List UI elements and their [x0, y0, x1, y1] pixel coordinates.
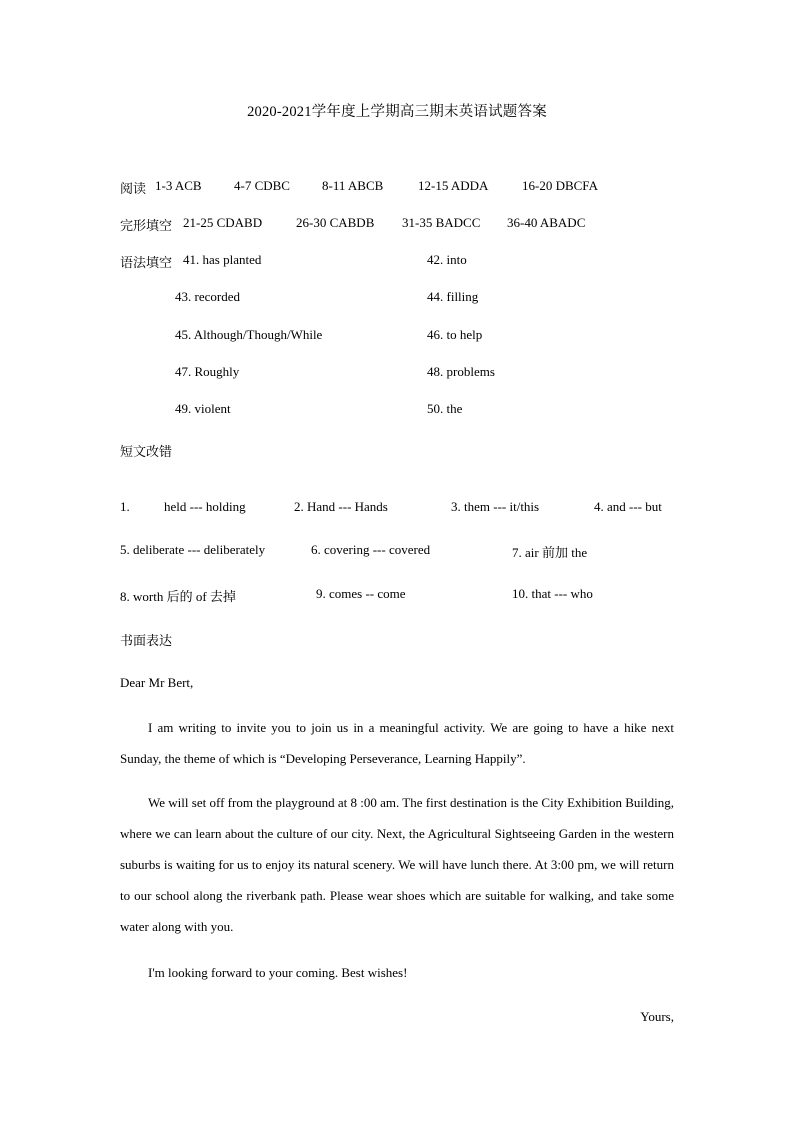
correction-item: 9. comes -- come: [316, 586, 406, 601]
letter-closing: Yours,: [640, 1009, 674, 1024]
correction-item: 8. worth 后的 of 去掉: [120, 589, 236, 604]
grammar-answer: 42. into: [427, 252, 467, 267]
grammar-answer: 44. filling: [427, 289, 479, 304]
reading-answer: 4-7 CDBC: [234, 178, 290, 193]
grammar-answer: 49. violent: [175, 401, 231, 416]
reading-label: 阅读: [120, 181, 147, 196]
reading-answer: 12-15 ADDA: [418, 178, 489, 193]
cloze-label: 完形填空: [120, 218, 173, 233]
correction-item: 7. air 前加 the: [512, 545, 588, 560]
reading-answer: 8-11 ABCB: [322, 178, 384, 193]
grammar-answer: 48. problems: [427, 364, 495, 379]
reading-answer: 16-20 DBCFA: [522, 178, 598, 193]
correction-label: 短文改错: [120, 444, 173, 459]
grammar-answer: 41. has planted: [183, 252, 262, 267]
page-title: 2020-2021学年度上学期高三期末英语试题答案: [247, 104, 547, 120]
grammar-answer: 47. Roughly: [175, 364, 240, 379]
letter-salutation: Dear Mr Bert,: [120, 675, 194, 690]
correction-item: 2. Hand --- Hands: [294, 499, 388, 514]
cloze-answer: 26-30 CABDB: [296, 215, 375, 230]
grammar-answer: 45. Although/Though/While: [175, 327, 323, 342]
grammar-label: 语法填空: [120, 255, 173, 270]
grammar-answer: 46. to help: [427, 327, 483, 342]
correction-item: 10. that --- who: [512, 586, 593, 601]
correction-item: 5. deliberate --- deliberately: [120, 542, 266, 557]
letter-paragraph: I'm looking forward to your coming. Best wishes!: [148, 965, 408, 980]
grammar-answer: 43. recorded: [175, 289, 240, 304]
writing-label: 书面表达: [120, 633, 173, 648]
cloze-answer: 31-35 BADCC: [402, 215, 481, 230]
letter-paragraph: I am writing to invite you to join us in a meaningful activity. We are going to have a hike next Sunday, the theme of which is “Developing Perseverance, Learning Happily”.: [120, 720, 674, 766]
letter-paragraph: We will set off from the playground at 8 :00 am. The first destination is the City Exhibition Building, where we can learn about the culture of our city. Next, the Agricultural Sightseeing Garden in the western suburbs is waiting for us to enjoy its natural scenery. We will have lunch there. At 3:00 pm, we will return to our school along the riverbank path. Please wear shoes which are suitable for walking, and take some water along with you.: [120, 795, 674, 934]
correction-item: held --- holding: [164, 499, 246, 514]
correction-item: 3. them --- it/this: [451, 499, 540, 514]
cloze-answer: 21-25 CDABD: [183, 215, 263, 230]
correction-item: 4. and --- but: [594, 499, 662, 514]
reading-answer: 1-3 ACB: [155, 178, 202, 193]
grammar-answer: 50. the: [427, 401, 463, 416]
correction-item: 1.: [120, 499, 130, 514]
correction-item: 6. covering --- covered: [311, 542, 431, 557]
cloze-answer: 36-40 ABADC: [507, 215, 586, 230]
